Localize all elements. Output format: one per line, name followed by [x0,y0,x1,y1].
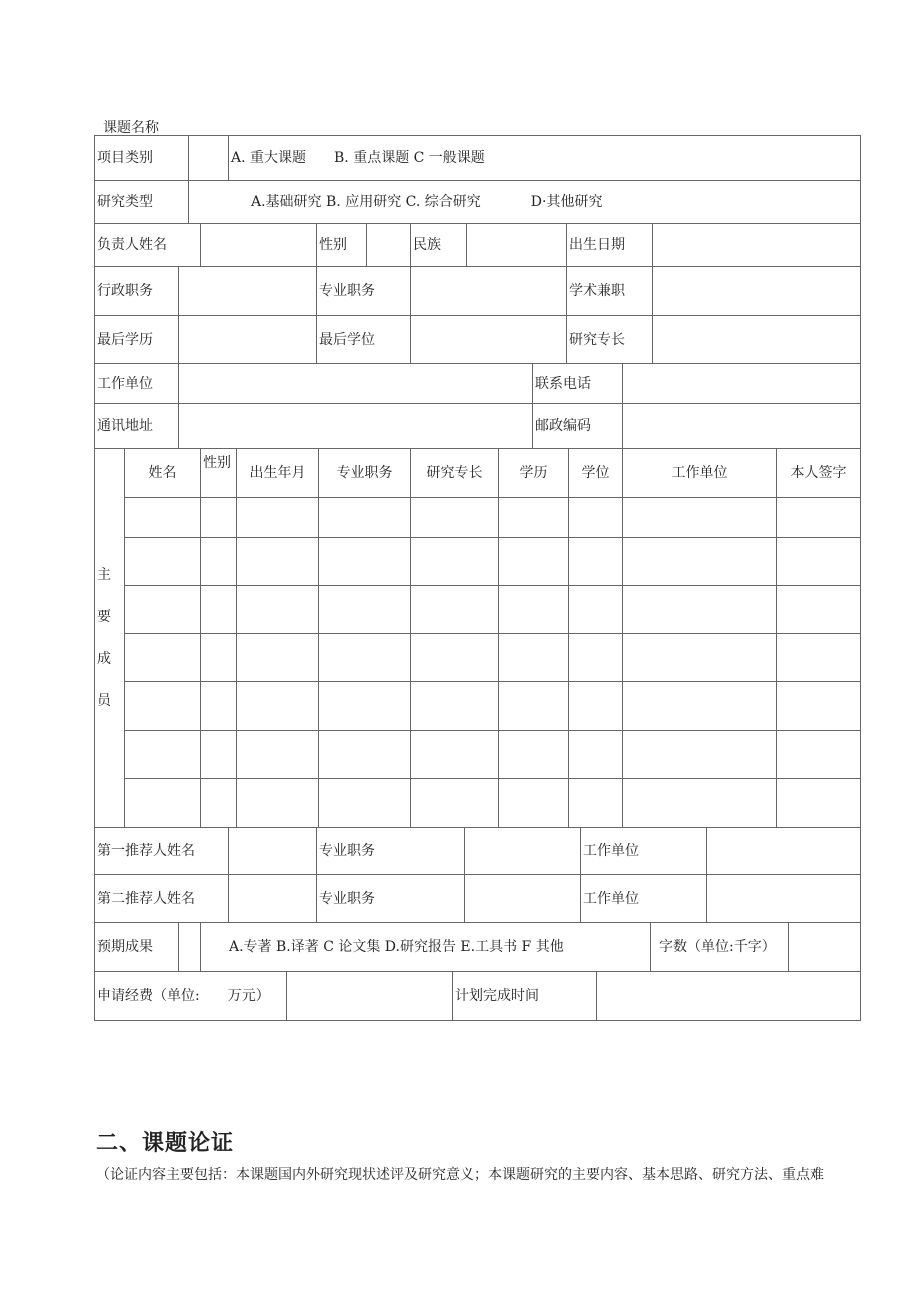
leader-birth-field[interactable] [653,224,861,267]
member-row-1-unit-cell[interactable] [623,498,777,538]
member-row-7-birth-cell[interactable] [237,779,319,828]
member-row-5-gender-cell[interactable] [201,682,237,731]
degree-field[interactable] [411,316,567,364]
degree-label: 最后学位 [317,316,411,364]
section-title: 二、课题论证 [96,1131,235,1156]
member-row-4-degree-cell[interactable] [569,634,623,682]
phone-label: 联系电话 [533,364,623,404]
word-count-field[interactable] [789,923,861,972]
academic-post-field[interactable] [653,267,861,316]
leader-birth-label: 出生日期 [567,224,653,267]
leader-ethnicity-label: 民族 [411,224,467,267]
member-row-6-signature-cell[interactable] [777,731,861,779]
professional-title-field[interactable] [411,267,567,316]
member-header-specialty: 研究专长 [411,449,499,498]
member-row-1-education-cell[interactable] [499,498,569,538]
section-note: （论证内容主要包括：本课题国内外研究现状述评及研究意义；本课题研究的主要内容、基本思路、研究方法、重点难 [96,1167,824,1183]
referee2-title-label: 专业职务 [317,875,465,923]
funding-label: 申请经费（单位: 万元） [95,972,287,1021]
member-row-5-title-cell[interactable] [319,682,411,731]
member-row-4-education-cell[interactable] [499,634,569,682]
funding-field[interactable] [287,972,453,1021]
address-label: 通讯地址 [95,404,179,449]
word-count-label: 字数（单位:千字） [651,923,789,972]
member-row-1-birth-cell[interactable] [237,498,319,538]
outcome-options[interactable]: A.专著 B.译著 C 论文集 D.研究报告 E.工具书 F 其他 [201,923,651,972]
project-type-options[interactable]: A. 重大课题 B. 重点课题 C 一般课题 [229,136,861,181]
member-row-7-specialty-cell[interactable] [411,779,499,828]
member-row-6-title-cell[interactable] [319,731,411,779]
member-row-5-signature-cell[interactable] [777,682,861,731]
member-row-2-degree-cell[interactable] [569,538,623,586]
member-row-1-degree-cell[interactable] [569,498,623,538]
member-row-5-education-cell[interactable] [499,682,569,731]
member-row-2-gender-cell[interactable] [201,538,237,586]
member-row-5-degree-cell[interactable] [569,682,623,731]
referee1-name-field[interactable] [229,828,317,875]
members-side-label: 主 要 成 员 [95,449,125,828]
leader-gender-field[interactable] [367,224,411,267]
admin-position-field[interactable] [179,267,317,316]
member-row-7-unit-cell[interactable] [623,779,777,828]
member-row-2-name-cell[interactable] [125,538,201,586]
referee1-unit-label: 工作单位 [581,828,707,875]
outcome-check-cell[interactable] [179,923,201,972]
referee2-name-label: 第二推荐人姓名 [95,875,229,923]
project-type-label: 项目类别 [95,136,189,181]
leader-name-label: 负责人姓名 [95,224,201,267]
education-field[interactable] [179,316,317,364]
member-header-education: 学历 [499,449,569,498]
education-label: 最后学历 [95,316,179,364]
member-row-4-gender-cell[interactable] [201,634,237,682]
member-row-3-education-cell[interactable] [499,586,569,634]
member-row-7-education-cell[interactable] [499,779,569,828]
specialty-field[interactable] [653,316,861,364]
member-row-2-birth-cell[interactable] [237,538,319,586]
member-row-3-title-cell[interactable] [319,586,411,634]
member-row-2-specialty-cell[interactable] [411,538,499,586]
research-type-label: 研究类型 [95,181,189,224]
member-header-degree: 学位 [569,449,623,498]
admin-position-label: 行政职务 [95,267,179,316]
form-caption: 课题名称 [103,120,159,136]
professional-title-label: 专业职务 [317,267,411,316]
leader-gender-label: 性别 [317,224,367,267]
specialty-label: 研究专长 [567,316,653,364]
project-type-check-cell[interactable] [189,136,229,181]
referee1-name-label: 第一推荐人姓名 [95,828,229,875]
referee2-title-field[interactable] [465,875,581,923]
address-field[interactable] [179,404,533,449]
member-header-gender: 性别 [201,449,237,498]
research-type-option-d: D·其他研究 [530,194,603,210]
member-row-6-unit-cell[interactable] [623,731,777,779]
research-type-options[interactable] [189,181,861,224]
member-row-6-education-cell[interactable] [499,731,569,779]
member-row-7-degree-cell[interactable] [569,779,623,828]
work-unit-field[interactable] [179,364,533,404]
member-row-3-unit-cell[interactable] [623,586,777,634]
member-row-7-signature-cell[interactable] [777,779,861,828]
member-header-birth: 出生年月 [237,449,319,498]
member-row-7-name-cell[interactable] [125,779,201,828]
postcode-label: 邮政编码 [533,404,623,449]
member-row-6-degree-cell[interactable] [569,731,623,779]
finish-time-label: 计划完成时间 [453,972,597,1021]
member-row-3-specialty-cell[interactable] [411,586,499,634]
member-row-3-signature-cell[interactable] [777,586,861,634]
outcome-label: 预期成果 [95,923,179,972]
member-row-4-title-cell[interactable] [319,634,411,682]
leader-name-field[interactable] [201,224,317,267]
member-row-1-gender-cell[interactable] [201,498,237,538]
member-row-2-education-cell[interactable] [499,538,569,586]
member-row-6-gender-cell[interactable] [201,731,237,779]
member-row-6-specialty-cell[interactable] [411,731,499,779]
referee2-unit-field[interactable] [707,875,861,923]
referee1-unit-field[interactable] [707,828,861,875]
member-row-4-specialty-cell[interactable] [411,634,499,682]
member-row-3-birth-cell[interactable] [237,586,319,634]
referee2-name-field[interactable] [229,875,317,923]
member-row-1-name-cell[interactable] [125,498,201,538]
member-header-unit: 工作单位 [623,449,777,498]
member-row-4-name-cell[interactable] [125,634,201,682]
member-row-5-birth-cell[interactable] [237,682,319,731]
member-row-6-name-cell[interactable] [125,731,201,779]
member-row-4-signature-cell[interactable] [777,634,861,682]
member-row-3-degree-cell[interactable] [569,586,623,634]
postcode-field[interactable] [623,404,861,449]
academic-post-label: 学术兼职 [567,267,653,316]
member-row-1-title-cell[interactable] [319,498,411,538]
research-type-options-abc: A.基础研究 B. 应用研究 C. 综合研究 [251,194,481,210]
member-row-7-gender-cell[interactable] [201,779,237,828]
member-row-1-signature-cell[interactable] [777,498,861,538]
member-row-3-name-cell[interactable] [125,586,201,634]
member-row-4-birth-cell[interactable] [237,634,319,682]
finish-time-field[interactable] [597,972,861,1021]
member-row-5-unit-cell[interactable] [623,682,777,731]
phone-field[interactable] [623,364,861,404]
member-row-2-signature-cell[interactable] [777,538,861,586]
member-header-signature: 本人签字 [777,449,861,498]
member-row-2-unit-cell[interactable] [623,538,777,586]
member-header-name: 姓名 [125,449,201,498]
member-row-6-birth-cell[interactable] [237,731,319,779]
member-row-5-specialty-cell[interactable] [411,682,499,731]
application-form-table [94,135,861,1021]
referee1-title-label: 专业职务 [317,828,465,875]
member-row-5-name-cell[interactable] [125,682,201,731]
member-row-3-gender-cell[interactable] [201,586,237,634]
referee2-unit-label: 工作单位 [581,875,707,923]
member-row-2-title-cell[interactable] [319,538,411,586]
work-unit-label: 工作单位 [95,364,179,404]
member-row-4-unit-cell[interactable] [623,634,777,682]
referee1-title-field[interactable] [465,828,581,875]
member-header-title: 专业职务 [319,449,411,498]
leader-ethnicity-field[interactable] [467,224,567,267]
member-row-1-specialty-cell[interactable] [411,498,499,538]
member-row-7-title-cell[interactable] [319,779,411,828]
